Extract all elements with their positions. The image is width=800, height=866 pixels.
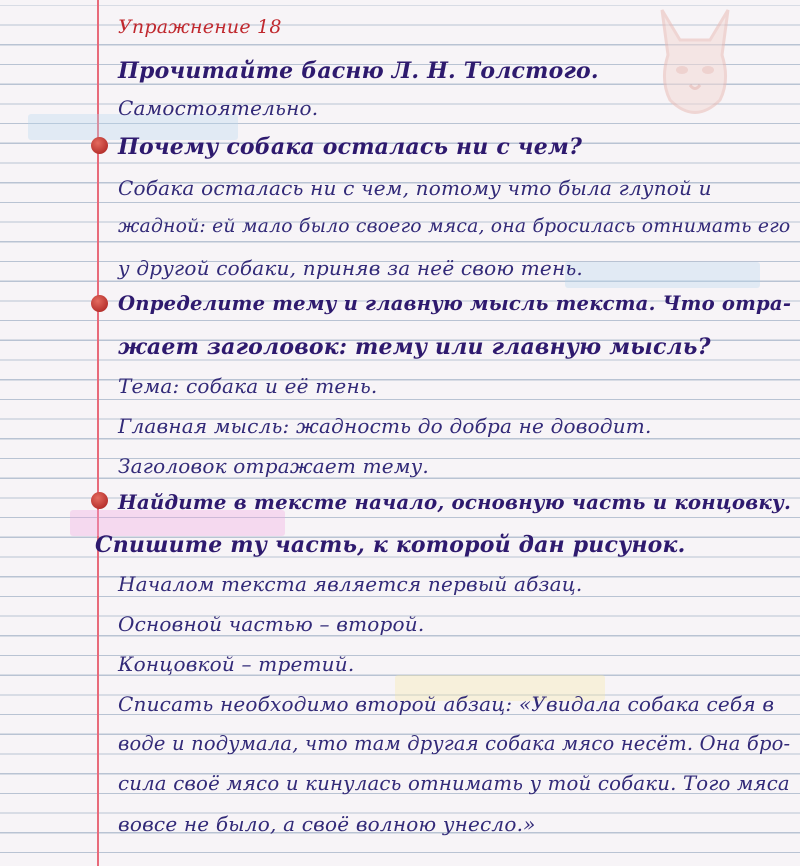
answer-line: Собака осталась ни с чем, потому что была глупой и: [118, 176, 712, 200]
task-heading: Прочитайте басню Л. Н. Толстого.: [118, 58, 599, 84]
answer-line: вовсе не было, а своё волною унесло.»: [118, 812, 536, 836]
answer-line: Самостоятельно.: [118, 96, 319, 120]
answer-line: жадной: ей мало было своего мяса, она бросилась отнимать его: [118, 216, 791, 237]
answer-line: Концовкой – третий.: [118, 652, 355, 676]
red-bullet-icon: [91, 295, 108, 312]
question-line: Спишите ту часть, к которой дан рисунок.: [95, 532, 686, 558]
answer-line: у другой собаки, приняв за неё свою тень.: [118, 256, 583, 280]
answer-line: сила своё мясо и кинулась отнимать у той собаки. Того мяса: [118, 772, 790, 795]
answer-line: Заголовок отражает тему.: [118, 454, 429, 478]
answer-line: Главная мысль: жадность до добра не доводит.: [118, 414, 652, 438]
answer-line: Началом текста является первый абзац.: [118, 572, 583, 596]
answer-line: Основной частью – второй.: [118, 612, 425, 636]
question-line: Почему собака осталась ни с чем?: [118, 134, 583, 160]
answer-line: воде и подумала, что там другая собака мясо несёт. Она бро-: [118, 732, 791, 755]
question-line: Найдите в тексте начало, основную часть и концовку.: [118, 490, 792, 514]
red-bullet-icon: [91, 137, 108, 154]
question-line: жает заголовок: тему или главную мысль?: [118, 334, 711, 360]
answer-line: Тема: собака и её тень.: [118, 374, 378, 398]
red-bullet-icon: [91, 492, 108, 509]
answer-line: Списать необходимо второй абзац: «Увидала собака себя в: [118, 692, 775, 716]
question-line: Определите тему и главную мысль текста. Что отра-: [118, 292, 792, 315]
exercise-title: Упражнение 18: [118, 16, 282, 38]
